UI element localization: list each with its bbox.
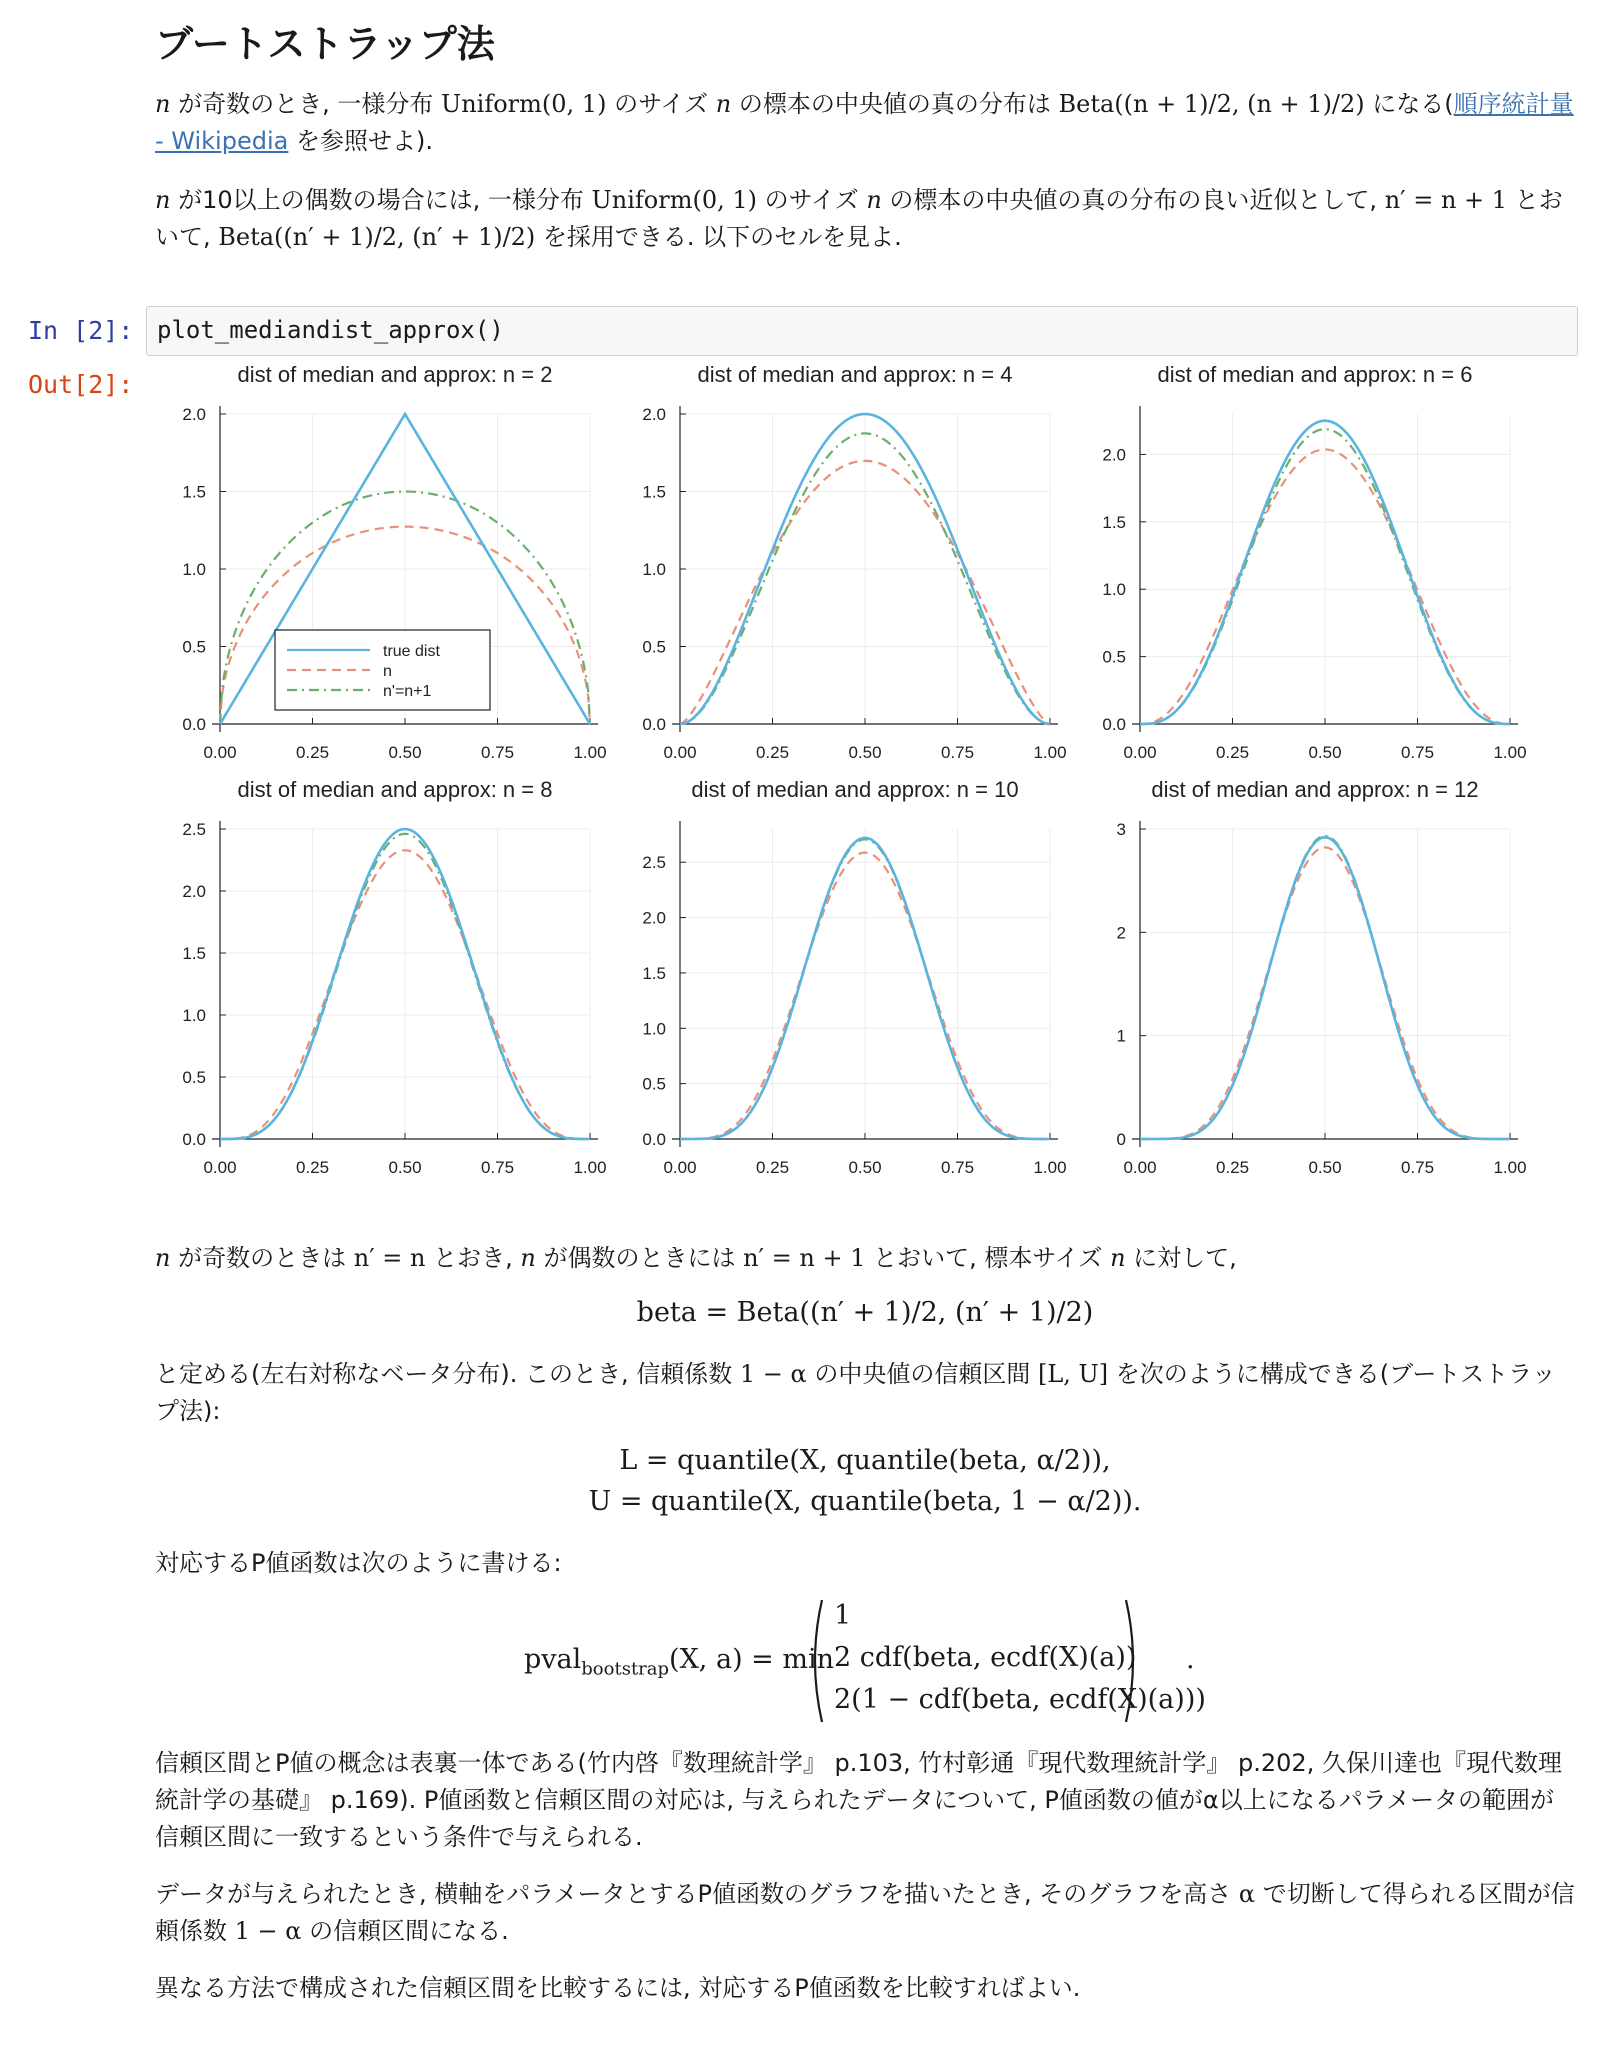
- legend-true-dist-label: true dist: [383, 643, 440, 660]
- code-text[interactable]: plot_mediandist_approx(): [157, 316, 504, 344]
- beta-equation: beta = Beta((n′ + 1)/2, (n′ + 1)/2): [636, 1297, 1094, 1328]
- x-tick-label: 0.00: [203, 743, 237, 762]
- L-equation: L = quantile(X, quantile(beta, α/2)),: [619, 1445, 1111, 1476]
- y-tick-label: 1.5: [642, 963, 666, 983]
- y-tick-label: 1.5: [182, 482, 206, 502]
- plot-title: dist of median and approx: n = 10: [691, 777, 1019, 802]
- x-tick-label: 0.50: [848, 743, 882, 762]
- pval-equation: pval$_{bootstrap}$(X, a) = min 1 2 cdf(beta, ecdf(X)(a)) 2(1 − cdf(beta, ecdf(X)(a))) .: [520, 1596, 1220, 1726]
- paragraph-6: 信頼区間とP値の概念は表裏一体である(竹内啓『数理統計学』 p.103, 竹村彰通『現代数理統計学』 p.202, 久保川達也『現代数理統計学の基礎』 p.169). P値函数と信頼区間の対応は, 与えられたデータについて, P値函数の値がα以上になるパラメータの範囲が信頼区間に一致するという条件で与えられる.: [155, 1749, 1562, 1851]
- x-tick-label: 0.25: [295, 743, 330, 762]
- x-tick-label: 0.75: [1400, 1158, 1435, 1177]
- plot-panel-n8: [182, 777, 606, 1177]
- y-tick-label: 2.0: [1102, 445, 1126, 465]
- input-prompt: In [2]:: [28, 316, 134, 345]
- x-tick-label: 0.25: [295, 1158, 330, 1177]
- paragraph-7: データが与えられたとき, 横軸をパラメータとするP値函数のグラフを描いたとき, そのグラフを高さ α で切断して得られる区間が信頼係数 1 − α の信頼区間になる.: [155, 1880, 1575, 1945]
- x-tick-label: 0.00: [203, 1158, 237, 1177]
- y-tick-label: 0.5: [642, 1074, 666, 1094]
- y-tick-label: 1.0: [182, 1006, 206, 1025]
- y-tick-label: 0.5: [1102, 647, 1126, 667]
- intro-paragraph-1: n が奇数のとき, 一様分布 Uniform(0, 1) のサイズ n の標本の中央値の真の分布は Beta((n + 1)/2, (n + 1)/2) になる(順序統計量 - Wikipedia を参照せよ).: [155, 90, 1574, 155]
- x-tick-label: 0.50: [1308, 743, 1342, 762]
- paragraph-4: と定める(左右対称なベータ分布). このとき, 信頼係数 1 − α の中央値の信頼区間 [L, U] を次のように構成できる(ブートストラップ法):: [155, 1360, 1556, 1425]
- output-prompt: Out[2]:: [28, 370, 134, 399]
- y-tick-label: 3: [1116, 820, 1126, 839]
- plot-panel-n6: [1102, 362, 1526, 762]
- x-tick-label: 1.00: [1493, 1158, 1527, 1177]
- code-cell[interactable]: [146, 306, 1578, 356]
- x-tick-label: 0.50: [848, 1158, 882, 1177]
- x-tick-label: 0.75: [940, 1158, 975, 1177]
- x-tick-label: 0.25: [1215, 743, 1250, 762]
- plot-panel-n10: [642, 777, 1066, 1177]
- x-tick-label: 1.00: [573, 1158, 607, 1177]
- y-tick-label: 1.0: [642, 1019, 666, 1039]
- legend-n-label: n: [383, 663, 392, 680]
- y-tick-label: 1.0: [1102, 580, 1126, 600]
- y-tick-label: 2.0: [642, 405, 666, 424]
- x-tick-label: 0.00: [1123, 743, 1157, 762]
- y-tick-label: 0.5: [182, 1068, 206, 1087]
- paragraph-3: n が奇数のときは n′ = n とおき, n が偶数のときには n′ = n + 1 とおいて, 標本サイズ n に対して,: [155, 1244, 1237, 1272]
- y-tick-label: 1.5: [182, 944, 206, 963]
- y-tick-label: 0.0: [642, 1130, 666, 1149]
- x-tick-label: 0.25: [755, 1158, 790, 1177]
- plot-title: dist of median and approx: n = 6: [1157, 362, 1473, 387]
- x-tick-label: 0.75: [1400, 743, 1435, 762]
- x-tick-label: 0.50: [388, 743, 422, 762]
- y-tick-label: 1.5: [1102, 512, 1126, 532]
- y-tick-label: 0.0: [182, 715, 206, 734]
- median-distribution-plots: [150, 362, 1530, 1192]
- x-tick-label: 0.75: [940, 743, 975, 762]
- x-tick-label: 0.50: [1308, 1158, 1342, 1177]
- x-tick-label: 1.00: [1033, 1158, 1067, 1177]
- section-heading: ブートストラップ法: [155, 22, 495, 66]
- x-tick-label: 0.00: [663, 743, 697, 762]
- y-tick-label: 0.0: [642, 715, 666, 734]
- x-tick-label: 0.25: [1215, 1158, 1250, 1177]
- plot-title: dist of median and approx: n = 12: [1151, 777, 1479, 802]
- plot-title: dist of median and approx: n = 2: [237, 362, 553, 387]
- y-tick-label: 2.5: [182, 820, 206, 839]
- plot-panel-n12: [1117, 777, 1527, 1177]
- y-tick-label: 0.0: [182, 1130, 206, 1149]
- y-tick-label: 2.0: [182, 405, 206, 424]
- y-tick-label: 0: [1116, 1130, 1126, 1149]
- x-tick-label: 0.75: [480, 1158, 515, 1177]
- y-tick-label: 1.5: [642, 482, 666, 502]
- plot-panel-n4: [642, 362, 1066, 762]
- legend-nprime-label: n'=n+1: [383, 683, 432, 700]
- U-equation: U = quantile(X, quantile(beta, 1 − α/2)).: [588, 1486, 1142, 1517]
- plot-title: dist of median and approx: n = 8: [237, 777, 553, 802]
- intro-paragraph-2: n が10以上の偶数の場合には, 一様分布 Uniform(0, 1) のサイズ n の標本の中央値の真の分布の良い近似として, n′ = n + 1 とおいて, Beta((n′ + 1)/2, (n′ + 1)/2) を採用できる. 以下のセルを見よ.: [155, 186, 1563, 251]
- y-tick-label: 2.0: [642, 908, 666, 928]
- paragraph-8: 異なる方法で構成された信頼区間を比較するには, 対応するP値函数を比較すればよい.: [155, 1974, 1081, 2002]
- x-tick-label: 1.00: [573, 743, 607, 762]
- y-tick-label: 0.0: [1102, 715, 1126, 734]
- y-tick-label: 1.0: [642, 560, 666, 579]
- y-tick-label: 2.0: [182, 882, 206, 901]
- x-tick-label: 0.50: [388, 1158, 422, 1177]
- y-tick-label: 0.5: [182, 637, 206, 657]
- paragraph-5: 対応するP値函数は次のように書ける:: [155, 1549, 562, 1577]
- x-tick-label: 0.25: [755, 743, 790, 762]
- y-tick-label: 2: [1116, 923, 1126, 943]
- plot-legend: [275, 630, 490, 710]
- y-tick-label: 1: [1116, 1026, 1126, 1046]
- y-tick-label: 0.5: [642, 637, 666, 657]
- plot-panel-n2: [182, 362, 606, 762]
- x-tick-label: 1.00: [1493, 743, 1527, 762]
- x-tick-label: 0.00: [1123, 1158, 1157, 1177]
- y-tick-label: 2.5: [642, 853, 666, 873]
- wikipedia-link[interactable]: 順序統計量 - Wikipedia: [155, 90, 1574, 155]
- x-tick-label: 0.00: [663, 1158, 697, 1177]
- x-tick-label: 1.00: [1033, 743, 1067, 762]
- plot-title: dist of median and approx: n = 4: [697, 362, 1013, 387]
- x-tick-label: 0.75: [480, 743, 515, 762]
- y-tick-label: 1.0: [182, 560, 206, 579]
